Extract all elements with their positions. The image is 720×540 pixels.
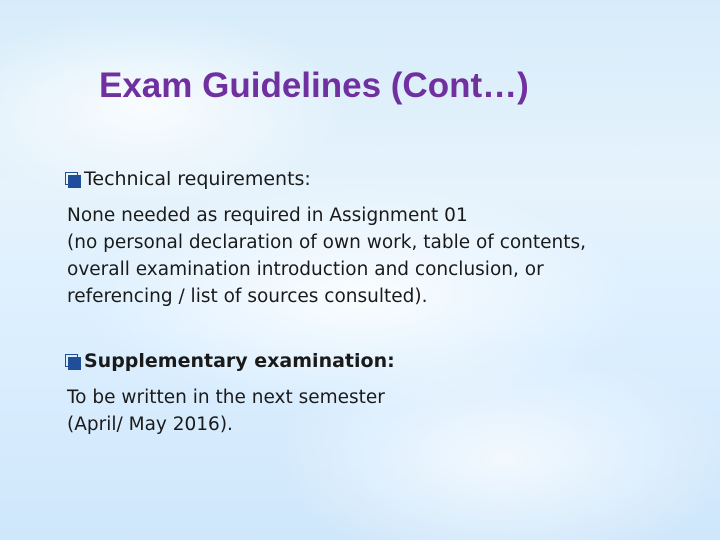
body-line: overall examination introduction and conclusion, or <box>67 259 544 280</box>
body-line: referencing / list of sources consulted). <box>67 286 428 307</box>
slide-title: Exam Guidelines (Cont…) <box>99 66 529 105</box>
section-heading-technical <box>65 168 311 190</box>
body-line: None needed as required in Assignment 01 <box>67 205 468 226</box>
checkbox-square-icon <box>65 353 81 369</box>
section-body-supplementary <box>67 384 385 438</box>
checkbox-square-icon <box>65 171 81 187</box>
body-line: (no personal declaration of own work, table of contents, <box>67 232 587 253</box>
section-body-technical <box>67 202 586 310</box>
body-line: To be written in the next semester <box>67 387 385 408</box>
body-line: (April/ May 2016). <box>67 414 233 435</box>
section-heading-label: Supplementary examination: <box>84 350 395 372</box>
section-heading-supplementary <box>65 350 395 372</box>
section-heading-label: Technical requirements: <box>84 168 311 190</box>
